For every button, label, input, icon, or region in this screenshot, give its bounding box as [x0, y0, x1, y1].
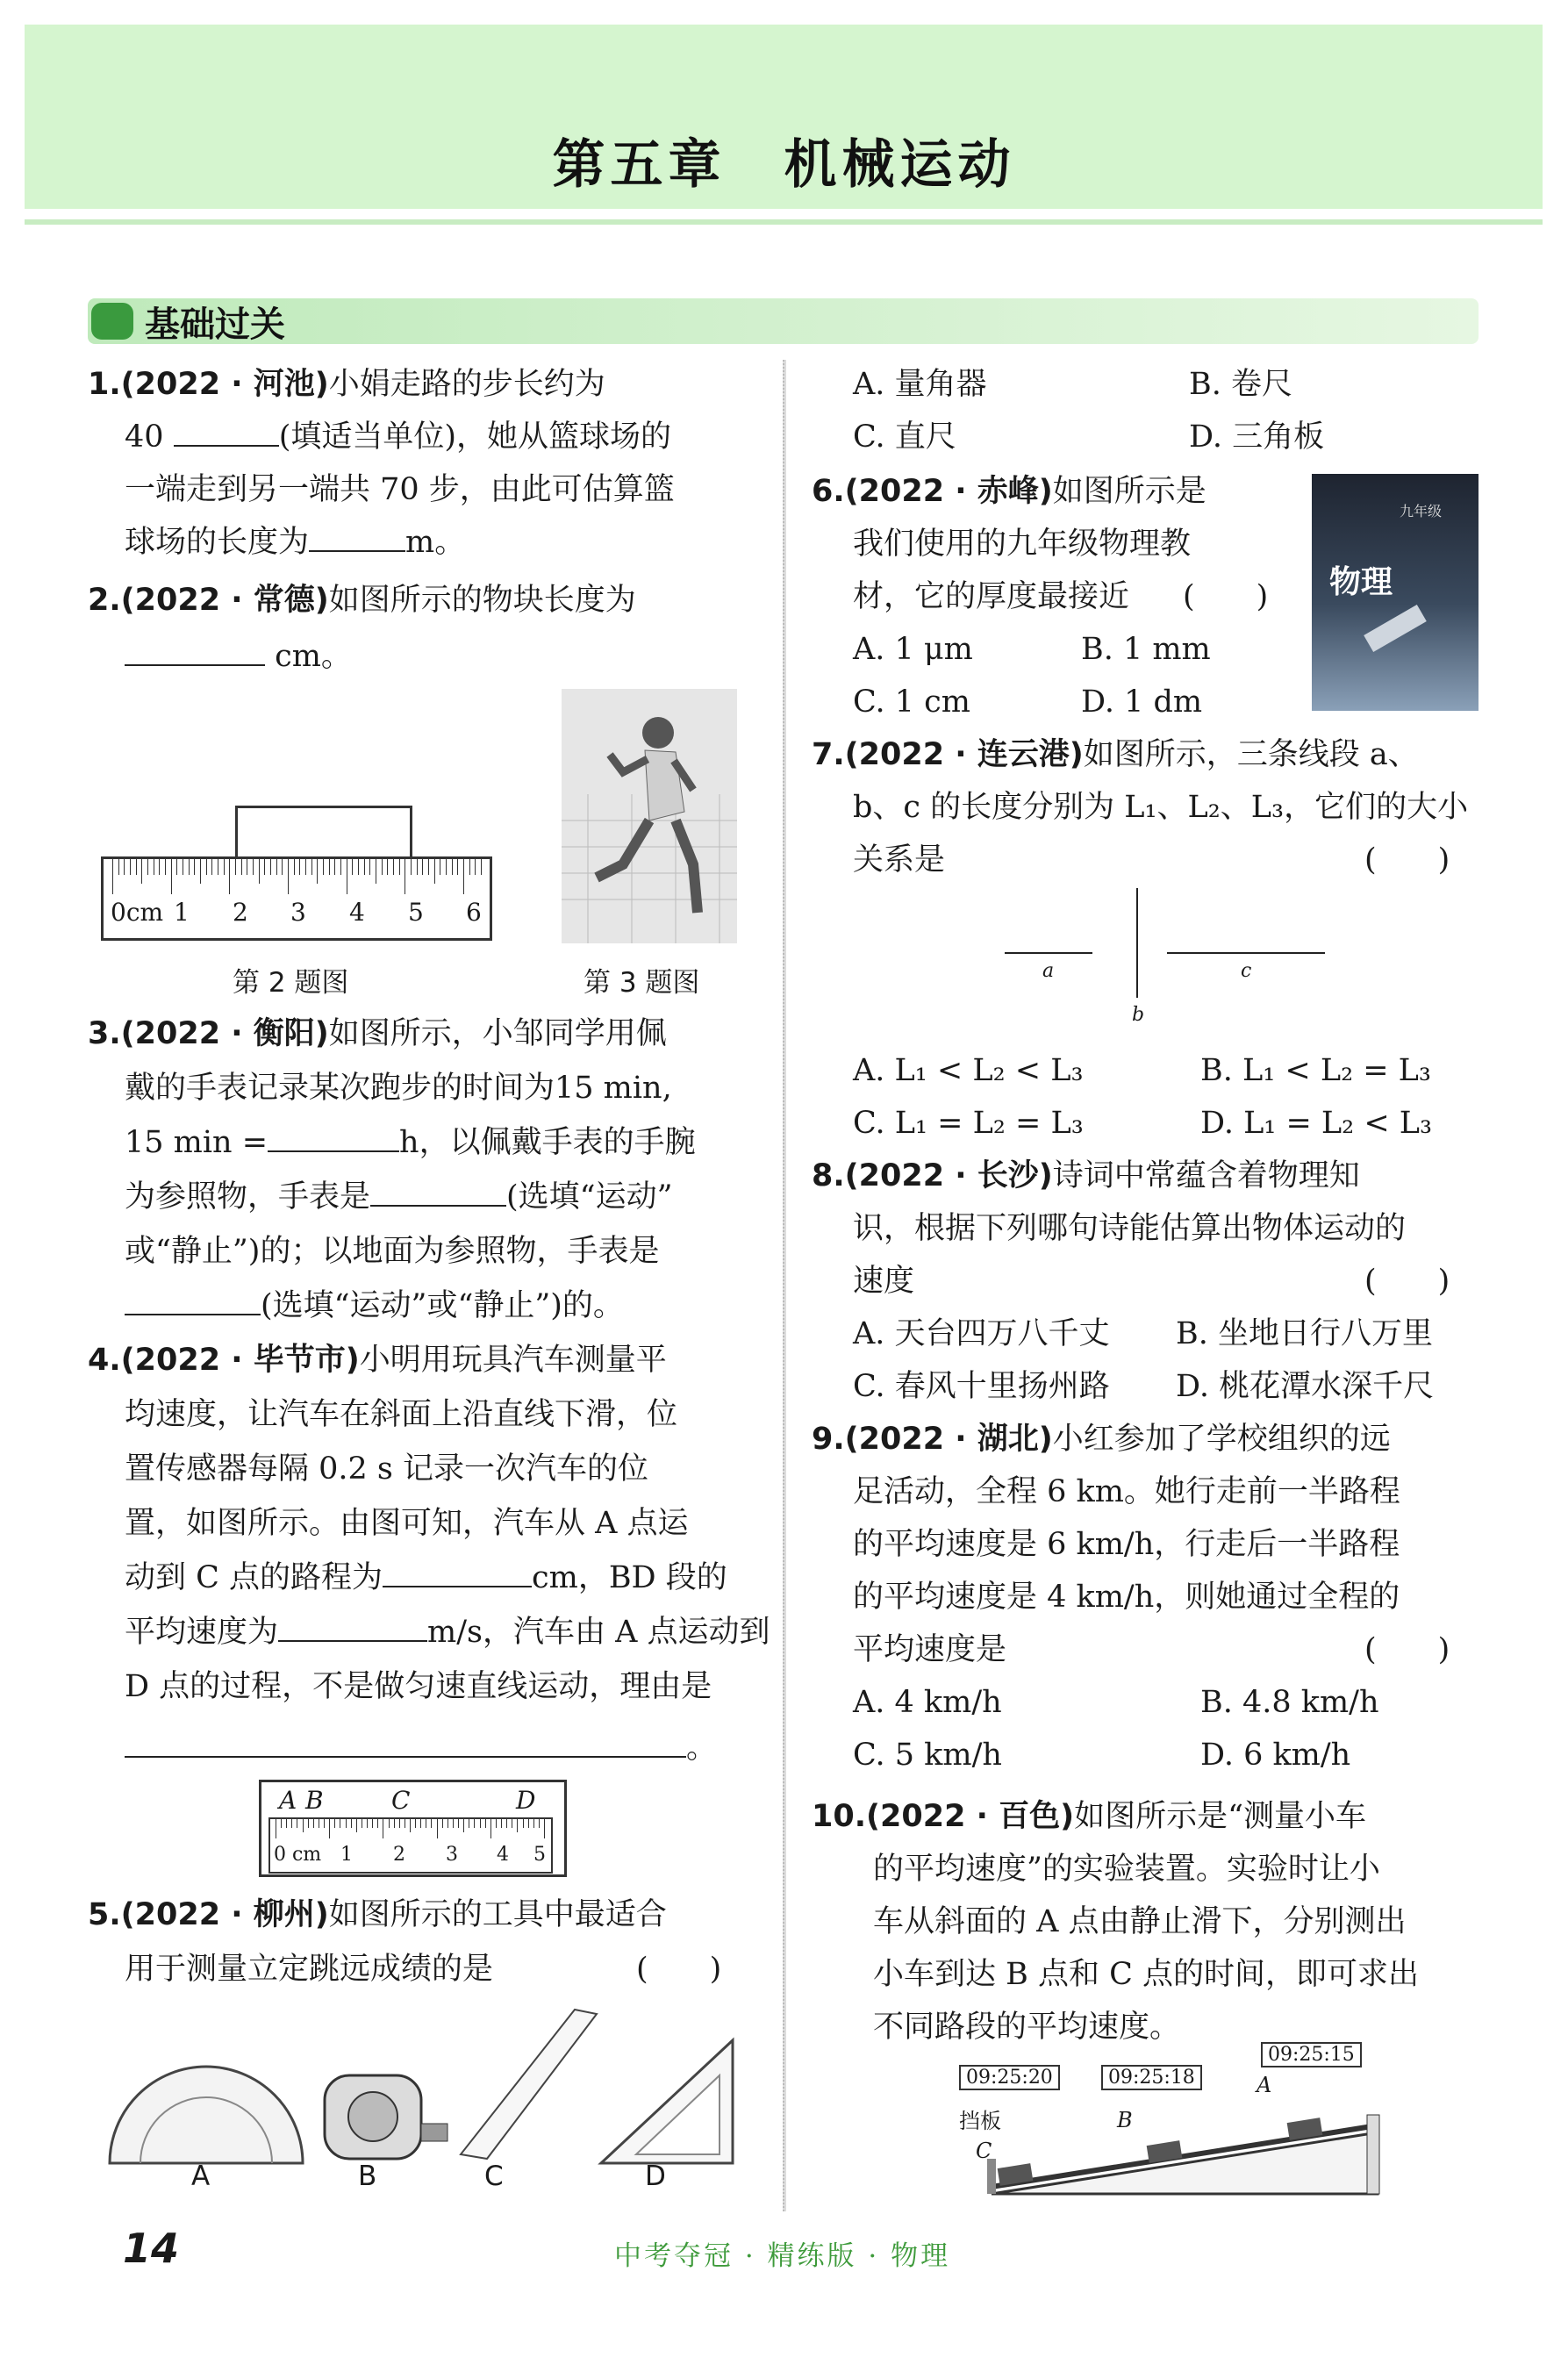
- stopwatch-b: 09:25:18: [1101, 2065, 1202, 2090]
- q2-line2: [125, 630, 352, 683]
- q8-text: 诗词中常蕴含着物理知: [1052, 1158, 1360, 1193]
- ruler-tick: [334, 1819, 335, 1828]
- ruler-tick: [364, 859, 365, 875]
- option-label: C: [484, 2161, 504, 2192]
- option-d[interactable]: D. 桃花潭水深千尺: [1176, 1369, 1435, 1404]
- ruler-tick: [235, 859, 236, 875]
- option-b[interactable]: B. 1 mm: [1081, 632, 1211, 667]
- book-grade: 九年级: [1400, 503, 1443, 520]
- option-c[interactable]: C. 春风十里扬州路: [853, 1369, 1110, 1404]
- point-label: D: [516, 1786, 536, 1815]
- ruler-tick: [334, 859, 335, 875]
- figure-caption: 第 3 题图: [584, 967, 700, 999]
- ruler-tick: [523, 1819, 524, 1828]
- ruler-tick: [200, 859, 201, 884]
- q4-line1: [88, 1334, 667, 1387]
- q8-line2: 识，根据下列哪句诗能估算出物体运动的: [853, 1211, 1407, 1246]
- ruler-label: 2: [393, 1844, 405, 1866]
- segment-label: a: [1042, 960, 1055, 982]
- q4-text: 小明用玩具汽车测量平: [359, 1343, 667, 1378]
- q4-text: m/s，汽车由 A 点运动到: [427, 1615, 770, 1650]
- q9-source: (2022 · 湖北): [844, 1422, 1053, 1457]
- q10-source: (2022 · 百色): [866, 1799, 1075, 1834]
- answer-blank[interactable]: [370, 1177, 506, 1207]
- ruler-tick: [270, 859, 271, 875]
- figure-caption: 第 2 题图: [233, 967, 349, 999]
- q10-number: 10.: [812, 1799, 867, 1834]
- q4-line7: D 点的过程，不是做匀速直线运动，理由是: [125, 1669, 712, 1704]
- ruler-tick: [399, 1819, 400, 1828]
- q4-line6: [125, 1606, 770, 1659]
- answer-blank[interactable]: [278, 1612, 427, 1642]
- q5-source: (2022 · 柳州): [120, 1897, 329, 1932]
- chapter-title: 第五章 机械运动: [552, 134, 1016, 196]
- q4-text: cm，BD 段的: [532, 1560, 727, 1595]
- ruler-tick: [389, 1819, 390, 1828]
- q1-line3: 一端走到另一端共 70 步，由此可估算篮: [125, 472, 675, 507]
- q4-text: 平均速度为: [125, 1615, 279, 1650]
- ruler-tick: [317, 859, 318, 884]
- ruler-tick: [313, 1819, 314, 1828]
- book-title-footer: 中考夺冠 · 精练版 · 物理: [614, 2240, 951, 2272]
- q4-line2: 均速度，让汽车在斜面上沿直线下滑，位: [125, 1397, 678, 1432]
- ruler-label: 5: [408, 898, 424, 927]
- ruler-tick: [501, 1819, 502, 1828]
- q6-text: 如图所示是: [1052, 474, 1206, 509]
- q2-source: (2022 · 常德): [120, 583, 329, 618]
- q7-line3: 关系是: [853, 842, 946, 878]
- q7-line2: b、c 的长度分别为 L₁、L₂、L₃，它们的大小: [853, 790, 1469, 825]
- ruler-label: 3: [446, 1844, 458, 1866]
- ruler-tick: [340, 859, 341, 875]
- ruler-label: 0 cm: [274, 1844, 322, 1866]
- q9-line3: 的平均速度是 6 km/h，行走后一半路程: [853, 1527, 1400, 1562]
- q1-text: 小娟走路的步长约为: [328, 367, 605, 402]
- ruler-tick: [428, 859, 429, 875]
- q6-line2: 我们使用的九年级物理教: [853, 527, 1192, 562]
- ruler-tick: [458, 1819, 459, 1828]
- q7-line1: [812, 728, 1419, 781]
- q1-text: (填适当单位)，她从篮球场的: [278, 419, 671, 455]
- ruler-tick: [291, 1819, 292, 1828]
- textbook-cover: [1312, 474, 1479, 711]
- ruler-label: 5: [533, 1844, 546, 1866]
- q6-number: 6.: [812, 474, 845, 509]
- ruler-tick: [372, 1819, 373, 1828]
- answer-blank[interactable]: [309, 522, 405, 552]
- option-c[interactable]: C. 1 cm: [853, 684, 970, 720]
- ruler-tick: [356, 1819, 357, 1832]
- q2-line1: [88, 574, 636, 627]
- ruler-tick: [481, 859, 482, 875]
- ruler-tick: [211, 859, 212, 875]
- q7-number: 7.: [812, 737, 845, 772]
- q1-line2: [125, 411, 671, 463]
- point-label: B: [305, 1786, 324, 1815]
- q10-line3: 车从斜面的 A 点由静止滑下，分别测出: [873, 1904, 1407, 1939]
- ruler-tick: [299, 859, 300, 875]
- ruler-tick: [399, 859, 400, 875]
- option-d[interactable]: D. L₁ = L₂ < L₃: [1200, 1106, 1433, 1141]
- ruler-tick: [206, 859, 207, 875]
- ruler-tick: [352, 859, 353, 875]
- q1-text: 球场的长度为: [125, 525, 310, 560]
- ruler-label: 3: [290, 898, 306, 927]
- section-bar: [88, 298, 1479, 344]
- ruler-tick: [533, 1819, 534, 1828]
- q2-number: 2.: [88, 583, 121, 618]
- ruler-tick: [358, 859, 359, 875]
- ruler-tick: [281, 1819, 282, 1828]
- q10-text: 如图所示是“测量小车: [1074, 1799, 1366, 1834]
- option-label: A: [191, 2161, 211, 2192]
- ruler-label: 1: [340, 1844, 353, 1866]
- ruler-tick: [453, 1819, 454, 1828]
- point-label: B: [1117, 2108, 1133, 2132]
- q4-line5: [125, 1551, 727, 1604]
- answer-blank[interactable]: [174, 417, 279, 447]
- page-number: 14: [123, 2225, 180, 2272]
- ruler-label: 1: [174, 898, 190, 927]
- q4-text: 。: [686, 1731, 718, 1766]
- ruler-tick: [539, 1819, 540, 1828]
- ruler-tick: [171, 859, 172, 894]
- q8-number: 8.: [812, 1158, 845, 1193]
- ruler-tick: [431, 1819, 432, 1828]
- option-a[interactable]: A. 4 km/h: [853, 1685, 1002, 1720]
- stopwatch-a: 09:25:15: [1261, 2042, 1362, 2067]
- ruler-tick: [141, 859, 142, 884]
- ruler-tick: [475, 859, 476, 875]
- ruler-label: 2: [233, 898, 248, 927]
- q3-line4: [125, 1171, 672, 1223]
- q10-line4: 小车到达 B 点和 C 点的时间，即可求出: [873, 1957, 1420, 1992]
- ruler-tick: [393, 859, 394, 875]
- ruler-tick: [194, 859, 195, 875]
- ruler-tick: [159, 859, 160, 875]
- ruler-tick: [323, 859, 324, 875]
- q9-text: 小红参加了学校组织的远: [1052, 1422, 1391, 1457]
- block: [235, 806, 412, 859]
- ruler-tick: [305, 859, 306, 875]
- ruler-ticks: [112, 859, 481, 894]
- ruler-tick: [112, 859, 113, 894]
- ruler-tick: [490, 1819, 491, 1838]
- segment-label: c: [1241, 960, 1252, 982]
- ruler-tick: [544, 1819, 545, 1838]
- q2-text: 如图所示的物块长度为: [328, 583, 636, 618]
- ruler-tick: [377, 1819, 378, 1828]
- q3-line1: [88, 1007, 667, 1060]
- ruler-tick: [382, 859, 383, 875]
- ruler-tick: [351, 1819, 352, 1828]
- q9-number: 9.: [812, 1422, 845, 1457]
- q8-line1: [812, 1150, 1360, 1202]
- q3-line3: [125, 1116, 696, 1169]
- q1-line4: [125, 516, 465, 569]
- ruler-tick: [417, 859, 418, 875]
- section-title: 基础过关: [145, 305, 285, 345]
- ruler-tick: [229, 859, 230, 894]
- stop-board-label: 挡板: [959, 2109, 1001, 2133]
- ruler-tick: [329, 859, 330, 875]
- option-d[interactable]: D. 6 km/h: [1200, 1738, 1351, 1773]
- ruler-tick: [311, 859, 312, 875]
- ruler-label: 4: [349, 898, 365, 927]
- q3-text: 如图所示，小邹同学用佩: [328, 1016, 667, 1051]
- ruler-tick: [463, 1819, 464, 1832]
- q9-line4: 的平均速度是 4 km/h，则她通过全程的: [853, 1580, 1400, 1615]
- ruler-tick: [276, 859, 277, 875]
- option-b[interactable]: B. 卷尺: [1189, 367, 1292, 402]
- answer-paren[interactable]: ( ): [1364, 1264, 1450, 1299]
- ruler-tick: [346, 1819, 347, 1828]
- option-b[interactable]: B. 坐地日行八万里: [1176, 1316, 1433, 1351]
- ruler-tick: [457, 859, 458, 875]
- q9-line1: [812, 1413, 1391, 1465]
- ruler-tick: [308, 1819, 309, 1828]
- option-c[interactable]: C. L₁ = L₂ = L₃: [853, 1106, 1084, 1141]
- q9-line2: 足活动，全程 6 km。她行走前一半路程: [853, 1474, 1400, 1509]
- answer-paren[interactable]: ( ): [1364, 1632, 1450, 1667]
- q5-number: 5.: [88, 1897, 121, 1932]
- ruler-tick: [480, 1819, 481, 1828]
- q9-line5: 平均速度是: [853, 1632, 1007, 1667]
- ruler-label: 4: [497, 1844, 509, 1866]
- ruler-tick: [286, 1819, 287, 1828]
- ruler-tick: [324, 1819, 325, 1828]
- q3-text: 15 min =: [125, 1125, 268, 1160]
- ruler-tick: [189, 859, 190, 875]
- ruler-tick: [528, 1819, 529, 1828]
- answer-paren[interactable]: ( ): [1364, 842, 1450, 878]
- book-icon: [91, 303, 133, 340]
- ruler-tick: [241, 859, 242, 875]
- q3-text: (选填“运动”: [506, 1179, 673, 1215]
- segment-c: [1167, 952, 1325, 954]
- ruler-tick: [253, 859, 254, 875]
- ruler-tick: [124, 859, 125, 875]
- ruler-tick: [329, 1819, 330, 1838]
- ruler-tick: [136, 859, 137, 875]
- ruler-tick: [165, 859, 166, 875]
- point-label: A: [1257, 2073, 1272, 2097]
- option-a[interactable]: A. L₁ < L₂ < L₃: [853, 1053, 1084, 1088]
- q1-source: (2022 · 河池): [120, 367, 329, 402]
- point-label: A: [279, 1786, 297, 1815]
- q6-line3: 材，它的厚度最接近: [853, 579, 1130, 614]
- ruler-tick: [442, 1819, 443, 1828]
- answer-blank[interactable]: [125, 636, 265, 666]
- q6-source: (2022 · 赤峰): [844, 474, 1053, 509]
- answer-blank[interactable]: [268, 1122, 399, 1152]
- q4-line4: 置，如图所示。由图可知，汽车从 A 点运: [125, 1506, 689, 1541]
- q5-text: 如图所示的工具中最适合: [328, 1897, 667, 1932]
- ruler-label: 0cm: [111, 898, 164, 927]
- q3-number: 3.: [88, 1016, 121, 1051]
- q10-line2: 的平均速度”的实验装置。实验时让小: [873, 1852, 1380, 1887]
- ruler-tick: [118, 859, 119, 875]
- q4-line3: 置传感器每隔 0.2 s 记录一次汽车的位: [125, 1451, 649, 1487]
- ruler-body: [268, 1817, 553, 1874]
- q4-source: (2022 · 毕节市): [120, 1343, 360, 1378]
- ruler-tick: [130, 859, 131, 875]
- ruler-tick: [394, 1819, 395, 1828]
- q1-number: 1.: [88, 367, 121, 402]
- segment-b: [1136, 888, 1138, 998]
- segment-a: [1005, 952, 1092, 954]
- ruler-tick: [367, 1819, 368, 1828]
- ruler-tick: [369, 859, 370, 875]
- q3-source: (2022 · 衡阳): [120, 1016, 329, 1051]
- q4-line8: [125, 1722, 717, 1774]
- tools-figure: [101, 2005, 741, 2172]
- q3-line2: 戴的手表记录某次跑步的时间为15 min,: [125, 1071, 672, 1106]
- banner-divider: [25, 219, 1543, 225]
- ruler-tick: [294, 859, 295, 875]
- ruler-tick: [259, 859, 260, 884]
- answer-blank[interactable]: [125, 1286, 261, 1315]
- ruler-tick: [437, 1819, 438, 1838]
- ruler-tick: [452, 859, 453, 875]
- ruler-tick: [410, 1819, 411, 1832]
- q1-value: 40: [125, 419, 164, 455]
- ruler-tick: [420, 1819, 421, 1828]
- ruler-tick: [387, 859, 388, 875]
- point-label: C: [391, 1786, 411, 1815]
- ruler-tick: [224, 859, 225, 875]
- ruler-tick: [496, 1819, 497, 1828]
- stopwatch-c: 09:25:20: [959, 2065, 1060, 2090]
- ruler-tick: [411, 859, 412, 875]
- q1-line1: [88, 358, 605, 411]
- ruler-ticks: [276, 1819, 544, 1838]
- ruler-label: 6: [466, 898, 482, 927]
- q6-line1: [812, 465, 1206, 518]
- answer-blank[interactable]: [383, 1558, 532, 1587]
- option-a[interactable]: A. 1 μm: [853, 632, 973, 667]
- q3-line6: [125, 1279, 624, 1332]
- column-divider: [783, 360, 786, 2211]
- ruler-tick: [264, 859, 265, 875]
- ruler-tick: [176, 859, 177, 875]
- option-label: B: [358, 2161, 377, 2192]
- ruler-tick: [485, 1819, 486, 1828]
- q3-text: h，以佩戴手表的手腕: [399, 1125, 696, 1160]
- book-title: 物理: [1329, 564, 1393, 600]
- q5-line2: 用于测量立定跳远成绩的是: [125, 1952, 494, 1987]
- ruler-tick: [474, 1819, 475, 1828]
- option-b[interactable]: B. 4.8 km/h: [1200, 1685, 1379, 1720]
- option-d[interactable]: D. 三角板: [1189, 419, 1325, 455]
- ruler-tick: [463, 859, 464, 894]
- ruler-tick: [506, 1819, 507, 1828]
- option-c[interactable]: C. 直尺: [853, 419, 956, 455]
- satellite-icon: [1364, 605, 1427, 652]
- q5-line1: [88, 1888, 667, 1941]
- q2-text: cm。: [275, 639, 352, 674]
- option-d[interactable]: D. 1 dm: [1081, 684, 1203, 720]
- runner-photo: [562, 689, 737, 943]
- option-c[interactable]: C. 5 km/h: [853, 1738, 1002, 1773]
- option-a[interactable]: A. 量角器: [853, 367, 987, 402]
- q10-line5: 不同路段的平均速度。: [873, 2010, 1181, 2045]
- q3-text: (选填“运动”或“静止”)的。: [261, 1288, 624, 1323]
- point-label: C: [976, 2139, 992, 2163]
- q1-text: m。: [405, 525, 466, 560]
- option-b[interactable]: B. L₁ < L₂ = L₃: [1200, 1053, 1431, 1088]
- q7-source: (2022 · 连云港): [844, 737, 1084, 772]
- ruler-tick: [282, 859, 283, 875]
- ruler-tick: [415, 1819, 416, 1828]
- option-label: D: [645, 2161, 666, 2192]
- option-a[interactable]: A. 天台四万八千丈: [853, 1316, 1110, 1351]
- answer-paren[interactable]: ( ): [636, 1952, 722, 1987]
- ruler-tick: [288, 859, 289, 894]
- q8-line3: 速度: [853, 1264, 915, 1299]
- ruler-tick: [434, 859, 435, 884]
- ruler-tick: [446, 859, 447, 875]
- ruler-tick: [517, 1819, 518, 1832]
- segment-label: b: [1132, 1004, 1145, 1026]
- q3-text: 为参照物，手表是: [125, 1179, 371, 1215]
- ruler-tick: [147, 859, 148, 875]
- q4-text: 动到 C 点的路程为: [125, 1560, 383, 1595]
- ruler-figure: [259, 1780, 567, 1877]
- q4-number: 4.: [88, 1343, 121, 1378]
- ruler-tick: [447, 1819, 448, 1828]
- ruler-tick: [422, 859, 423, 875]
- q3-line5: 或“静止”)的；以地面为参照物，手表是: [125, 1234, 660, 1269]
- q8-source: (2022 · 长沙): [844, 1158, 1053, 1193]
- ruler-figure: [101, 856, 492, 941]
- q10-line1: [812, 1790, 1366, 1843]
- answer-paren[interactable]: ( ): [1183, 579, 1269, 614]
- q7-text: 如图所示，三条线段 a、: [1083, 737, 1419, 772]
- ruler-tick: [469, 859, 470, 875]
- ruler-tick: [303, 1819, 304, 1832]
- answer-blank[interactable]: [125, 1728, 686, 1758]
